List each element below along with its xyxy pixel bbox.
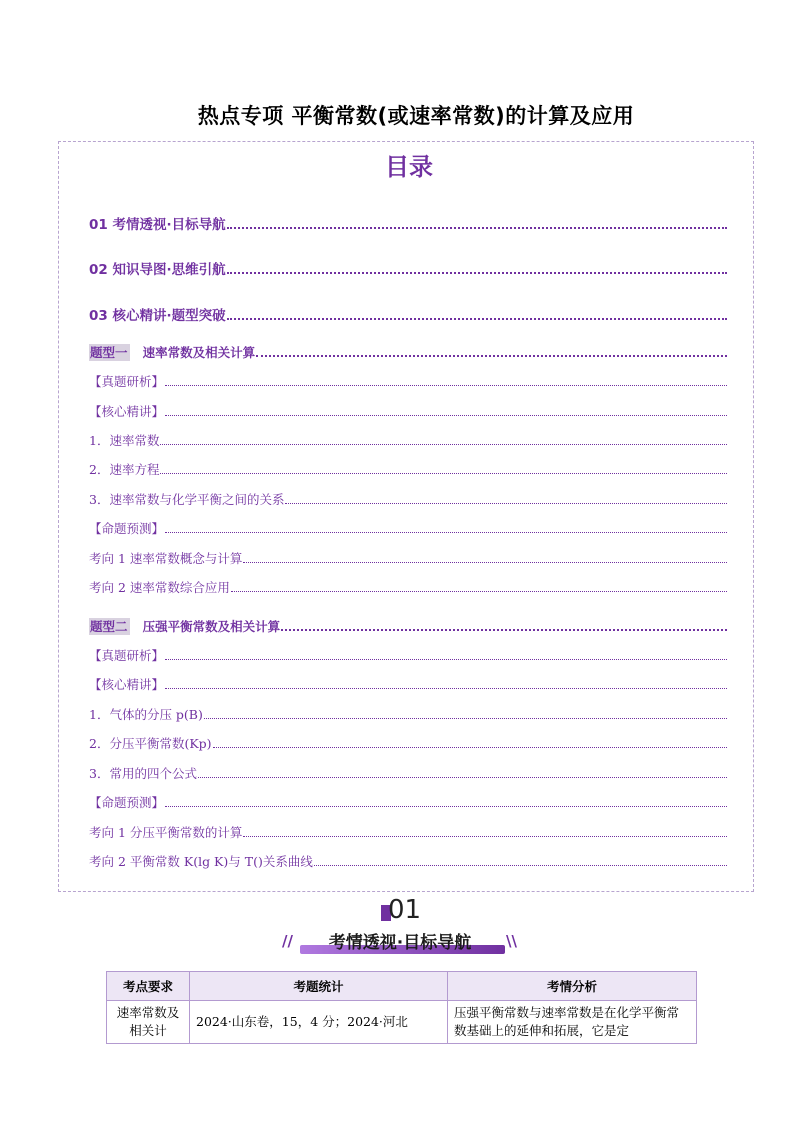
toc-dot-leader — [204, 705, 727, 719]
table-row — [107, 1001, 697, 1044]
toc-item-label: 【命题预测】 — [89, 521, 165, 536]
toc-type2-item[interactable] — [89, 675, 727, 697]
type-title: 速率常数及相关计算 — [142, 345, 256, 360]
toc-entry-label: 03 核心精讲·题型突破 — [89, 308, 226, 324]
toc-type2-item[interactable] — [89, 852, 727, 874]
toc-item-label: 考向 1 分压平衡常数的计算 — [89, 825, 243, 840]
toc-type1-item[interactable] — [89, 372, 727, 394]
toc-type1-item[interactable] — [89, 549, 727, 571]
toc-dot-leader — [227, 305, 727, 320]
toc-dot-leader — [160, 460, 727, 474]
table-header-analysis: 考情分析 — [448, 972, 697, 1001]
section-number-text: 01 — [388, 895, 422, 925]
toc-type2-item[interactable] — [89, 705, 727, 727]
toc-dot-leader — [227, 214, 727, 229]
toc-dot-leader — [231, 578, 727, 592]
toc-item-label: 考向 2 速率常数综合应用 — [89, 580, 230, 595]
toc-type1-item[interactable] — [89, 578, 727, 600]
toc-item-label: 【真题研析】 — [89, 648, 165, 663]
toc-dot-leader — [198, 764, 727, 778]
document-title: 热点专项 平衡常数(或速率常数)的计算及应用 — [197, 104, 635, 128]
toc-dot-leader — [165, 372, 727, 386]
toc-dot-leader — [256, 342, 727, 357]
toc-entry-label: 02 知识导图·思维引航 — [89, 262, 226, 278]
toc-type1-entry[interactable] — [89, 342, 727, 364]
exam-analysis-table — [106, 971, 697, 1044]
toc-item-label: 【命题预测】 — [89, 795, 165, 810]
toc-dot-leader — [160, 431, 727, 445]
toc-entry-label: 01 考情透视·目标导航 — [89, 217, 226, 233]
toc-dot-leader — [165, 519, 727, 533]
section-banner — [280, 928, 520, 956]
toc-type2-item[interactable] — [89, 646, 727, 668]
type-tag: 题型一 — [90, 345, 128, 360]
toc-entry-01[interactable] — [89, 213, 727, 235]
toc-dot-leader — [227, 259, 727, 274]
toc-dot-leader — [165, 675, 727, 689]
table-header-stats: 考题统计 — [190, 972, 448, 1001]
section-title: 考情透视·目标导航 — [328, 933, 472, 953]
table-header-point: 考点要求 — [107, 972, 190, 1001]
toc-dot-leader — [281, 616, 727, 631]
toc-type1-item[interactable] — [89, 490, 727, 512]
toc-item-label: 考向 2 平衡常数 K(lg K)与 T()关系曲线 — [89, 854, 313, 869]
banner-slash-icon: // — [282, 932, 293, 950]
table-cell-stats: 2024·山东卷，15，4 分；2024·河北 — [190, 1001, 448, 1044]
toc-type1-item[interactable] — [89, 431, 727, 453]
toc-item-label: 2．速率方程 — [89, 462, 160, 477]
toc-dot-leader — [165, 646, 727, 660]
toc-item-label: 【核心精讲】 — [89, 404, 165, 419]
toc-type2-item[interactable] — [89, 823, 727, 845]
toc-heading: 目录 — [385, 153, 433, 181]
toc-item-label: 1．气体的分压 p(B) — [89, 707, 203, 722]
toc-dot-leader — [165, 402, 727, 416]
toc-entry-03[interactable] — [89, 304, 727, 326]
type-title: 压强平衡常数及相关计算 — [142, 619, 281, 634]
section-number — [378, 897, 438, 927]
toc-type2-entry[interactable] — [89, 616, 727, 638]
toc-item-label: 【核心精讲】 — [89, 677, 165, 692]
toc-dot-leader — [285, 490, 727, 504]
type-tag: 题型二 — [90, 619, 128, 634]
toc-dot-leader — [314, 852, 727, 866]
toc-item-label: 【真题研析】 — [89, 374, 165, 389]
banner-slash-icon: \\ — [506, 932, 517, 950]
toc-item-label: 3．常用的四个公式 — [89, 766, 197, 781]
table-cell-analysis: 压强平衡常数与速率常数是在化学平衡常数基础上的延伸和拓展，它是定 — [448, 1001, 697, 1044]
toc-dot-leader — [243, 823, 727, 837]
toc-item-label: 3．速率常数与化学平衡之间的关系 — [89, 492, 285, 507]
toc-item-label: 2．分压平衡常数(Kp) — [89, 736, 212, 751]
toc-dot-leader — [165, 793, 727, 807]
toc-item-label: 考向 1 速率常数概念与计算 — [89, 551, 243, 566]
toc-entry-02[interactable] — [89, 258, 727, 280]
toc-dot-leader — [243, 549, 727, 563]
toc-type1-item[interactable] — [89, 460, 727, 482]
toc-type2-item[interactable] — [89, 764, 727, 786]
toc-type1-item[interactable] — [89, 402, 727, 424]
toc-type1-item[interactable] — [89, 519, 727, 541]
toc-type2-item[interactable] — [89, 734, 727, 756]
table-cell-point: 速率常数及相关计 — [107, 1001, 190, 1044]
toc-type2-item[interactable] — [89, 793, 727, 815]
toc-dot-leader — [213, 734, 727, 748]
toc-item-label: 1．速率常数 — [89, 433, 160, 448]
